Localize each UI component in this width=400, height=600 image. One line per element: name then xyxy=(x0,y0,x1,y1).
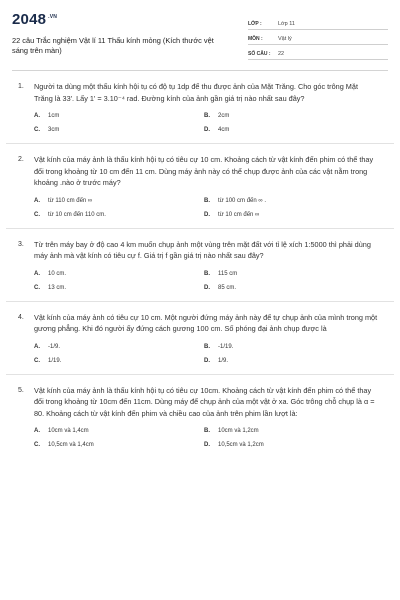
answer-option[interactable] xyxy=(34,428,204,434)
answer-option[interactable] xyxy=(204,358,374,364)
answer-options xyxy=(34,271,388,301)
option-key: B. xyxy=(204,197,210,204)
option-text: 1cm xyxy=(48,113,60,119)
option-text: 85 cm. xyxy=(218,284,237,291)
document-title: 22 câu Trắc nghiệm Vật lí 11 Thấu kính mỏng (Kích thước vệt sáng trên màn) xyxy=(12,36,214,55)
question-item xyxy=(12,71,388,143)
meta-row-subject xyxy=(248,33,388,45)
option-text: từ 100 cm đến ∞ . xyxy=(218,197,266,204)
answer-option[interactable] xyxy=(34,271,204,277)
option-text: 10,5cm và 1,4cm xyxy=(48,442,94,448)
option-text: 10cm và 1,4cm xyxy=(48,428,89,434)
option-text: 115 cm xyxy=(218,270,238,277)
option-key: C. xyxy=(34,127,40,133)
option-key: D. xyxy=(204,284,210,291)
answer-option[interactable] xyxy=(34,127,204,133)
meta-label: SỐ CÂU : xyxy=(248,50,271,57)
option-key: D. xyxy=(204,442,210,448)
option-key: C. xyxy=(34,442,40,448)
option-text: -1/9. xyxy=(48,343,61,350)
option-key: A. xyxy=(34,270,40,277)
question-item xyxy=(12,375,388,459)
answer-options xyxy=(34,344,388,374)
meta-value: Vật lý xyxy=(278,35,292,42)
answer-option[interactable] xyxy=(204,344,374,350)
option-key: A. xyxy=(34,343,40,350)
question-item xyxy=(12,229,388,301)
meta-row-count xyxy=(248,48,388,60)
question-stem xyxy=(18,154,388,189)
option-key: C. xyxy=(34,357,40,364)
question-text: Vật kính của máy ảnh có tiêu cự 10 cm. Một người đứng máy ảnh này để tự chụp ảnh của mình trong một gương phẳng. Khi đó người ấy đứng cách gương 100 cm. Số phóng đại ảnh chụp được là xyxy=(34,312,378,333)
answer-option[interactable] xyxy=(204,198,374,204)
answer-option[interactable] xyxy=(204,212,374,218)
meta-label: MÔN : xyxy=(248,35,263,42)
brand-block xyxy=(12,11,232,62)
option-key: A. xyxy=(34,428,40,434)
answer-option[interactable] xyxy=(34,442,204,448)
option-key: D. xyxy=(204,357,210,364)
question-text: Vật kính của máy ảnh là thấu kính hội tụ có tiêu cự 10cm. Khoảng cách từ vật kính đến phim có thể thay đổi trong khoảng từ 10cm đến 11cm. Dùng máy để chụp ảnh của một vật ở xa. Góc trông chỗ chụp là α = 80. Khoảng cách từ vật kính đến phim và chiều cao của ảnh trên phim lần lượt là: xyxy=(34,385,375,418)
answer-option[interactable] xyxy=(204,127,374,133)
site-logo[interactable] xyxy=(12,11,232,28)
option-text: 1/9. xyxy=(218,357,229,364)
question-item xyxy=(12,302,388,374)
answer-option[interactable] xyxy=(204,442,374,448)
option-text: 10 cm. xyxy=(48,270,67,277)
question-text: Từ trên máy bay ở độ cao 4 km muốn chụp ảnh một vùng trên mặt đất với tỉ lệ xích 1:5000 thì phải dùng máy ảnh mà vật kính có tiêu cự f. Giá trị f gần giá trị nào nhất sau đây? xyxy=(34,239,371,260)
answer-option[interactable] xyxy=(204,285,374,291)
option-text: từ 110 cm đến ∞ xyxy=(48,197,93,204)
question-number: 5. xyxy=(18,386,24,394)
option-text: 1/19. xyxy=(48,357,62,364)
answer-option[interactable] xyxy=(34,344,204,350)
meta-value: 22 xyxy=(278,50,285,57)
option-text: từ 10 cm đến 110 cm. xyxy=(48,211,106,218)
option-text: 13 cm. xyxy=(48,284,67,291)
meta-label: LỚP : xyxy=(248,20,262,27)
logo-name: 2048 xyxy=(12,11,47,28)
question-item xyxy=(12,144,388,228)
question-number: 2. xyxy=(18,156,24,163)
option-key: D. xyxy=(204,211,210,218)
logo-suffix: .VN xyxy=(48,14,58,20)
option-key: C. xyxy=(34,211,40,218)
answer-option[interactable] xyxy=(34,285,204,291)
answer-options xyxy=(34,113,388,143)
answer-options xyxy=(34,428,388,458)
option-key: B. xyxy=(204,113,210,119)
answer-option[interactable] xyxy=(34,113,204,119)
meta-row-class xyxy=(248,18,388,30)
option-key: B. xyxy=(204,270,210,277)
answer-option[interactable] xyxy=(204,428,374,434)
option-text: 4cm xyxy=(218,127,230,133)
answer-option[interactable] xyxy=(204,113,374,119)
option-key: A. xyxy=(34,197,40,204)
question-number: 4. xyxy=(18,313,24,321)
question-stem xyxy=(18,239,388,262)
question-list xyxy=(12,71,388,458)
header xyxy=(12,0,388,62)
question-stem xyxy=(18,385,388,420)
option-text: 2cm xyxy=(218,113,230,119)
question-text: Vật kính của máy ảnh là thấu kính hội tụ có tiêu cự 10 cm. Khoảng cách từ vật kính đến phim có thể thay đổi trong khoảng từ 10 cm đến 11 cm. Dùng máy ảnh này có thể chụp được ảnh của các vật nằm trong khoảng .nào ở trước máy? xyxy=(34,155,374,187)
answer-option[interactable] xyxy=(204,271,374,277)
option-key: C. xyxy=(34,284,40,291)
question-stem xyxy=(18,81,388,104)
option-text: 3cm xyxy=(48,127,60,133)
answer-options xyxy=(34,198,388,228)
option-key: A. xyxy=(34,113,40,119)
answer-option[interactable] xyxy=(34,198,204,204)
question-text: Người ta dùng một thấu kính hội tụ có độ tụ 1dp để thu được ảnh của Mặt Trăng. Cho góc trông Mặt Trăng là 33'. Lấy 1' = 3.10⁻⁴ rad. Đường kính của ảnh gần giá trị nào nhất sau đây? xyxy=(34,82,358,103)
question-number: 3. xyxy=(18,240,24,248)
answer-option[interactable] xyxy=(34,358,204,364)
answer-option[interactable] xyxy=(34,212,204,218)
question-number: 1. xyxy=(18,83,24,90)
option-text: 10,5cm và 1,2cm xyxy=(218,442,264,448)
meta-value: Lớp 11 xyxy=(278,20,295,27)
option-key: D. xyxy=(204,127,210,133)
option-text: -1/19. xyxy=(218,343,234,350)
meta-info xyxy=(248,18,388,62)
option-key: B. xyxy=(204,428,210,434)
option-text: 10cm và 1,2cm xyxy=(218,428,259,434)
option-text: từ 10 cm đến ∞ xyxy=(218,211,260,218)
option-key: B. xyxy=(204,343,210,350)
question-stem xyxy=(18,312,388,335)
